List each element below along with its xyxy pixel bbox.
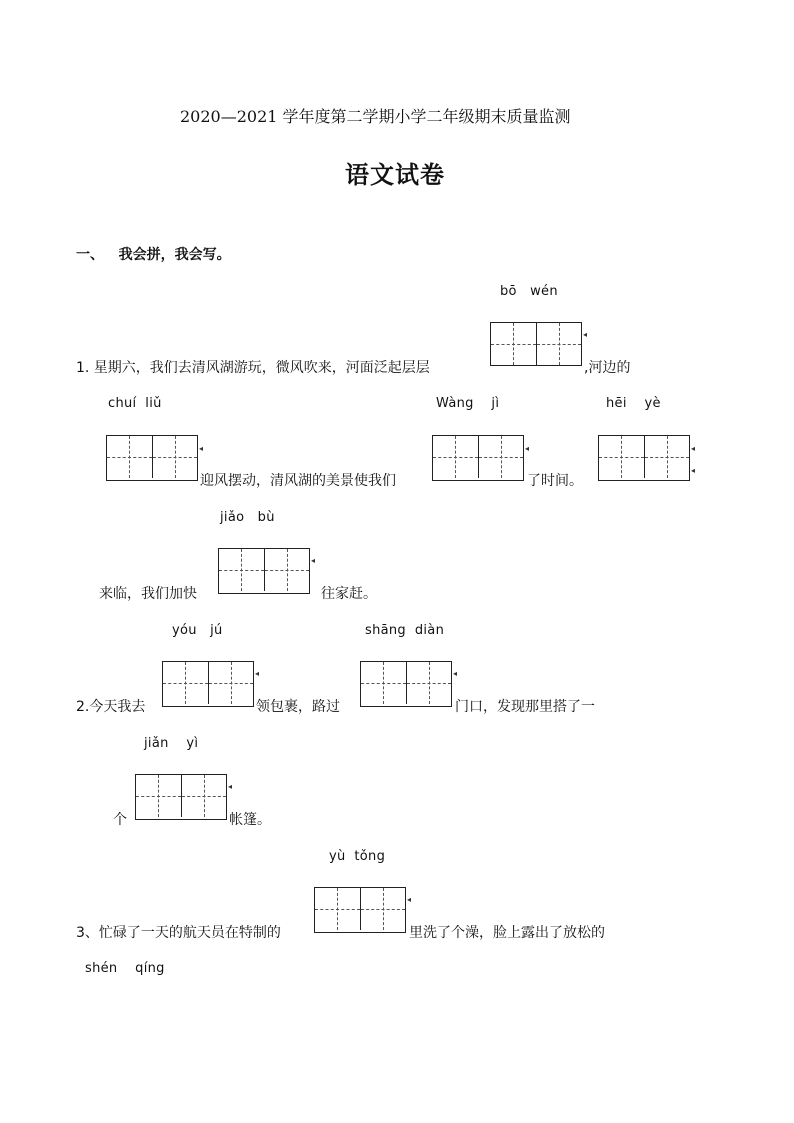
pinyin-jiao-bu: jiǎo bù <box>220 510 275 525</box>
grid-marker: ◂ <box>691 466 696 475</box>
grid-cell[interactable] <box>433 436 478 478</box>
grid-marker: ◂ <box>525 444 530 453</box>
grid-cell[interactable] <box>219 549 264 591</box>
q1-line2-text-b: 了时间。 <box>527 473 583 489</box>
grid-cell[interactable] <box>406 662 451 704</box>
writing-grid-jian-yi[interactable] <box>135 774 227 820</box>
writing-grid-shang-dian[interactable] <box>360 661 452 707</box>
grid-marker: ◂ <box>583 330 588 339</box>
q1-line3-text-a: 来临，我们加快 <box>99 586 197 602</box>
grid-cell[interactable] <box>315 888 360 930</box>
q1-line2-text-a: 迎风摆动，清风湖的美景使我们 <box>200 473 396 489</box>
grid-cell[interactable] <box>478 436 523 478</box>
q2-line1-text-a: 2.今天我去 <box>76 699 146 715</box>
pinyin-shang-dian: shāng diàn <box>365 623 445 638</box>
grid-marker: ◂ <box>228 782 233 791</box>
grid-cell[interactable] <box>491 323 536 365</box>
q2-line1-text-b: 领包裹，路过 <box>256 699 340 715</box>
grid-cell[interactable] <box>644 436 689 478</box>
grid-cell[interactable] <box>360 888 405 930</box>
pinyin-hei-ye: hēi yè <box>606 396 661 411</box>
q3-line1-text-b: 里洗了个澡，脸上露出了放松的 <box>409 925 605 941</box>
grid-cell[interactable] <box>536 323 581 365</box>
q2-line2-text-b: 帐篷。 <box>229 812 271 828</box>
grid-cell[interactable] <box>181 775 226 817</box>
grid-marker: ◂ <box>199 444 204 453</box>
q2-line2-text-a: 个 <box>113 812 127 828</box>
writing-grid-chui-liu[interactable] <box>106 435 198 481</box>
section-heading: 一、 我会拼，我会写。 <box>76 247 231 263</box>
grid-cell[interactable] <box>136 775 181 817</box>
grid-cell[interactable] <box>264 549 309 591</box>
pinyin-chui-liu: chuí liǔ <box>108 396 162 411</box>
q3-line1-text-a: 3、忙碌了一天的航天员在特制的 <box>76 925 281 941</box>
writing-grid-bo-wen[interactable] <box>490 322 582 366</box>
exam-header-title: 2020—2021 学年度第二学期小学二年级期末质量监测 <box>180 107 571 126</box>
writing-grid-hei-ye[interactable] <box>598 435 690 481</box>
grid-marker: ◂ <box>691 444 696 453</box>
pinyin-jian-yi: jiǎn yì <box>144 736 199 751</box>
q1-line1-text: 1. 星期六，我们去清风湖游玩，微风吹来，河面泛起层层 <box>76 360 430 376</box>
pinyin-you-ju: yóu jú <box>172 623 223 638</box>
grid-cell[interactable] <box>361 662 406 704</box>
pinyin-bo-wen: bō wén <box>500 284 558 299</box>
pinyin-yu-tong: yù tǒng <box>329 849 386 864</box>
writing-grid-jiao-bu[interactable] <box>218 548 310 594</box>
grid-cell[interactable] <box>152 436 197 478</box>
exam-subject-title: 语文试卷 <box>345 161 445 189</box>
q1-line3-text-b: 往家赶。 <box>321 586 377 602</box>
grid-marker: ◂ <box>453 669 458 678</box>
writing-grid-wang-ji[interactable] <box>432 435 524 481</box>
pinyin-shen-qing: shén qíng <box>85 961 165 976</box>
grid-marker: ◂ <box>407 895 412 904</box>
grid-cell[interactable] <box>107 436 152 478</box>
writing-grid-yu-tong[interactable] <box>314 887 406 933</box>
grid-cell[interactable] <box>208 662 253 704</box>
grid-marker: ◂ <box>255 669 260 678</box>
q1-line1-tail: ,河边的 <box>584 360 631 376</box>
grid-cell[interactable] <box>163 662 208 704</box>
grid-marker: ◂ <box>311 556 316 565</box>
grid-cell[interactable] <box>599 436 644 478</box>
q2-line1-text-c: 门口，发现那里搭了一 <box>455 699 595 715</box>
writing-grid-you-ju[interactable] <box>162 661 254 707</box>
pinyin-wang-ji: Wàng jì <box>436 396 500 411</box>
